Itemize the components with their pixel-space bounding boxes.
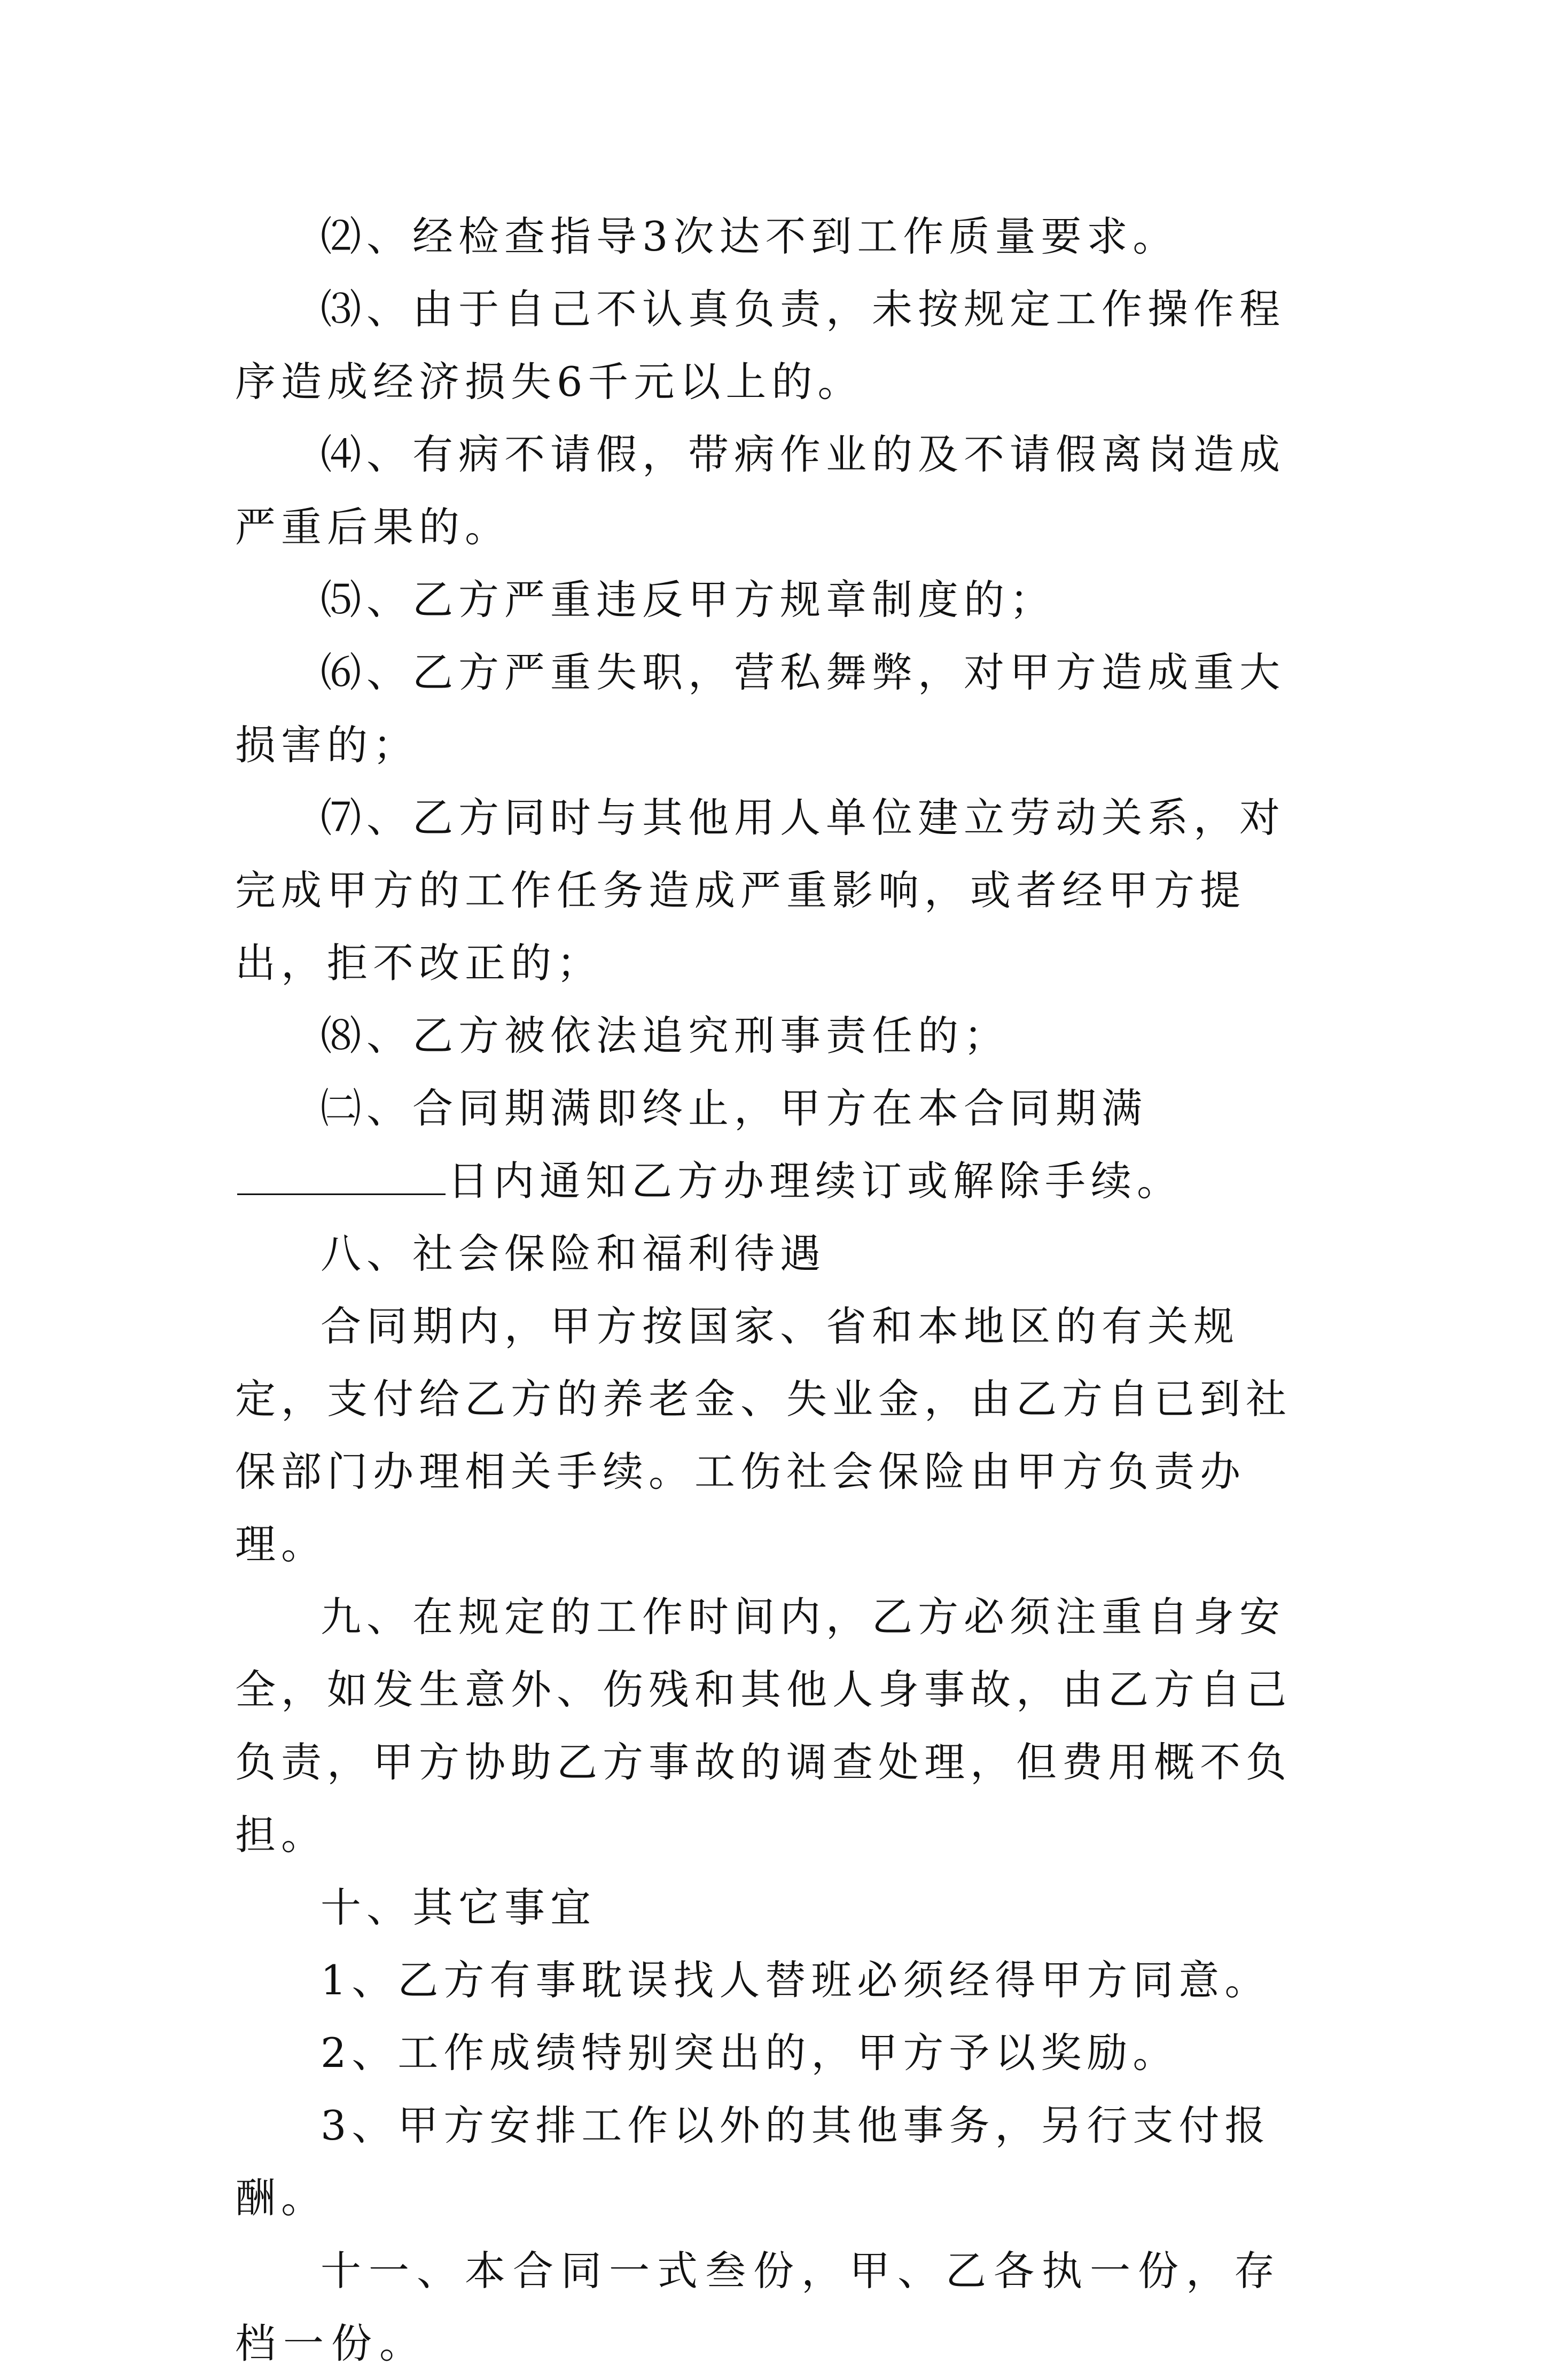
section-10-item-2: 2、工作成绩特别突出的，甲方予以奖励。 (321, 2029, 1179, 2077)
days-fill-blank (237, 1156, 446, 1195)
clause-item-6: ⑹、乙方严重失职，营私舞弊，对甲方造成重大损害的； (235, 649, 1285, 769)
section-10-item-3: 3、甲方安排工作以外的其他事务，另行支付报酬。 (235, 2102, 1271, 2222)
section-8-body: 合同期内，甲方按国家、省和本地区的有关规定，支付给乙方的养老金、失业金，由乙方自已到社保部门办理相关手续。工伤社会保险由甲方负责办理。 (235, 1302, 1292, 1568)
clause-item-2: ⑵、经检查指导3次达不到工作质量要求。 (321, 213, 1179, 260)
clause-item-5: ⑸、乙方严重违反甲方规章制度的； (321, 576, 1056, 623)
clause-item-8: ⑻、乙方被依法追究刑事责任的； (321, 1012, 1010, 1059)
term-text-before: ㈡、合同期满即终止，甲方在本合同期满 (321, 1084, 1147, 1132)
section-11: 十一、本合同一式叁份，甲、乙各执一份，存档一份。 (235, 2247, 1282, 2367)
clause-item-4: ⑷、有病不请假，带病作业的及不请假离岗造成严重后果的。 (235, 431, 1285, 551)
contract-text (235, 200, 1325, 2380)
clause-item-3: ⑶、由于自己不认真负责，未按规定工作操作程序造成经济损失6千元以上的。 (235, 285, 1285, 405)
term-text-after: 日内通知乙方办理续订或解除手续。 (448, 1157, 1183, 1205)
section-10-item-1: 1、乙方有事耽误找人替班必须经得甲方同意。 (321, 1956, 1271, 2004)
section-8-title: 八、社会保险和福利待遇 (321, 1230, 826, 1277)
clause-item-7: ⑺、乙方同时与其他用人单位建立劳动关系，对完成甲方的工作任务造成严重影响，或者经甲方提出，拒不改正的； (235, 794, 1285, 987)
contract-term-clause (235, 1072, 1325, 1218)
section-10-title: 十、其它事宜 (321, 1884, 596, 1931)
section-9-body: 九、在规定的工作时间内，乙方必须注重自身安全，如发生意外、伤残和其他人身事故，由乙方自己负责，甲方协助乙方事故的调查处理，但费用概不负担。 (235, 1593, 1292, 1859)
